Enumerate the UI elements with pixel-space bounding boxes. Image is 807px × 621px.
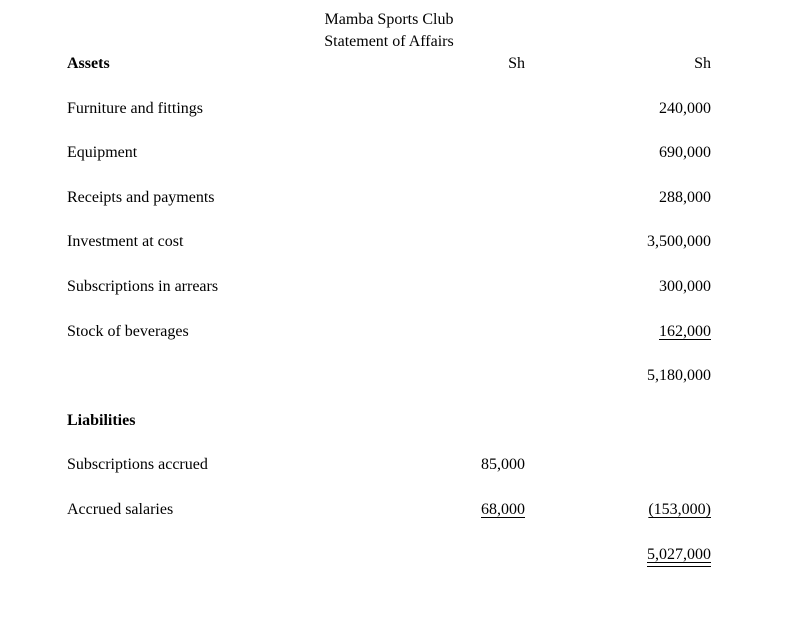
- assets-total-amount: 5,180,000: [647, 367, 711, 385]
- liability-row: [67, 455, 711, 500]
- table-header-row: [67, 54, 711, 99]
- liability-label: Subscriptions accrued: [67, 456, 208, 474]
- net-total-row: [67, 545, 711, 590]
- asset-amount: 3,500,000: [647, 233, 711, 251]
- liabilities-heading-row: [67, 411, 711, 456]
- liability-amount: 85,000: [481, 456, 525, 474]
- assets-total-row: [67, 366, 711, 411]
- net-total-amount: [525, 545, 711, 567]
- asset-amount: 300,000: [659, 277, 711, 295]
- asset-row: [67, 322, 711, 367]
- asset-label: Equipment: [67, 144, 138, 162]
- liabilities-subtotal-amount: [525, 500, 711, 519]
- double-underlined-amount: 5,027,000: [647, 545, 711, 567]
- liability-row: [67, 500, 711, 545]
- section-heading-assets: Assets: [67, 55, 110, 72]
- asset-amount: 690,000: [659, 144, 711, 162]
- column-header-sh-2: Sh: [694, 55, 711, 72]
- liability-amount: [440, 500, 525, 519]
- statement-table: [67, 54, 711, 589]
- asset-amount: 288,000: [659, 188, 711, 206]
- asset-label: Subscriptions in arrears: [67, 277, 219, 295]
- section-heading-liabilities: Liabilities: [67, 411, 136, 429]
- asset-label: Receipts and payments: [67, 188, 215, 206]
- column-header-sh-1: Sh: [508, 55, 525, 72]
- asset-row: [67, 188, 711, 233]
- document-content: [67, 0, 711, 589]
- liability-label: Accrued salaries: [67, 500, 174, 518]
- underlined-amount: (153,000): [648, 500, 711, 518]
- asset-label: Furniture and fittings: [67, 99, 203, 117]
- asset-amount: [525, 322, 711, 341]
- title-block: [67, 9, 711, 53]
- page-title: Mamba Sports Club: [324, 11, 454, 28]
- asset-row: [67, 277, 711, 322]
- asset-row: [67, 232, 711, 277]
- asset-label: Stock of beverages: [67, 322, 189, 340]
- asset-row: [67, 99, 711, 144]
- asset-row: [67, 143, 711, 188]
- page-subtitle: Statement of Affairs: [324, 33, 454, 50]
- underlined-amount: 162,000: [659, 322, 711, 340]
- underlined-amount: 68,000: [481, 500, 525, 518]
- asset-amount: 240,000: [659, 99, 711, 117]
- asset-label: Investment at cost: [67, 233, 184, 251]
